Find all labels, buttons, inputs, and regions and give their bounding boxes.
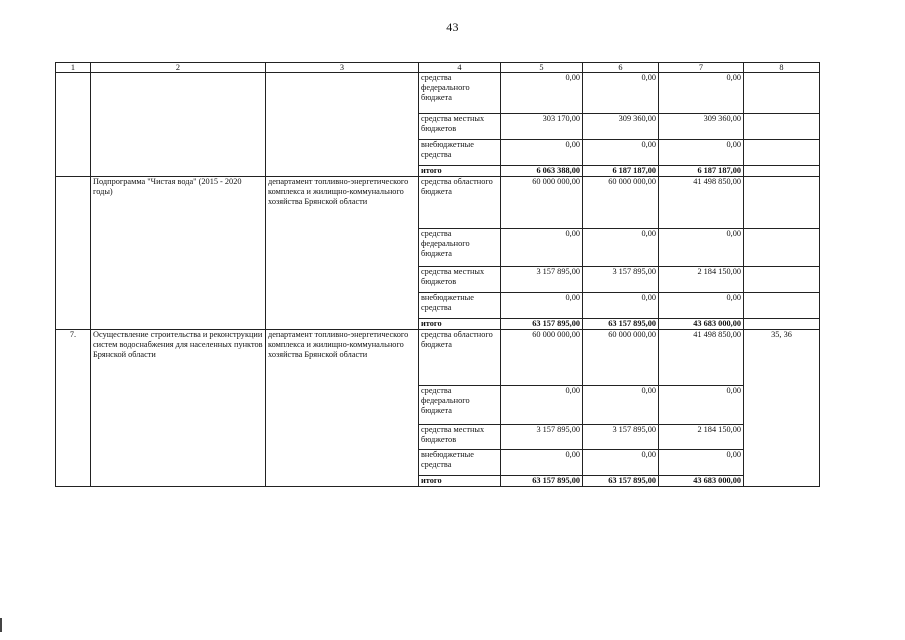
funding-source: средства местных бюджетов bbox=[419, 267, 501, 293]
total-col-5: 6 063 388,00 bbox=[501, 166, 583, 177]
value-col-7: 0,00 bbox=[659, 450, 744, 476]
header-col-5: 5 bbox=[501, 63, 583, 73]
cell-col-8 bbox=[744, 114, 820, 140]
funding-source: средства областного бюджета bbox=[419, 330, 501, 386]
cell-col-8 bbox=[744, 319, 820, 330]
header-col-1: 1 bbox=[56, 63, 91, 73]
value-col-7: 2 184 150,00 bbox=[659, 425, 744, 450]
cell-executor bbox=[266, 73, 419, 177]
total-col-5: 63 157 895,00 bbox=[501, 319, 583, 330]
table-row bbox=[56, 73, 820, 114]
total-col-7: 6 187 187,00 bbox=[659, 166, 744, 177]
value-col-7: 0,00 bbox=[659, 229, 744, 267]
cell-col-8 bbox=[744, 73, 820, 114]
value-col-7: 309 360,00 bbox=[659, 114, 744, 140]
funding-source: внебюджетные средства bbox=[419, 293, 501, 319]
value-col-6: 0,00 bbox=[583, 293, 659, 319]
total-label: итого bbox=[419, 166, 501, 177]
value-col-5: 0,00 bbox=[501, 73, 583, 114]
value-col-7: 41 498 850,00 bbox=[659, 177, 744, 229]
cell-col-8 bbox=[744, 166, 820, 177]
total-col-7: 43 683 000,00 bbox=[659, 319, 744, 330]
header-col-7: 7 bbox=[659, 63, 744, 73]
value-col-6: 0,00 bbox=[583, 140, 659, 166]
value-col-7: 2 184 150,00 bbox=[659, 267, 744, 293]
funding-source: средства местных бюджетов bbox=[419, 114, 501, 140]
cell-num bbox=[56, 73, 91, 177]
header-col-8: 8 bbox=[744, 63, 820, 73]
value-col-5: 60 000 000,00 bbox=[501, 330, 583, 386]
executor: департамент топливно-энергетического комплекса и жилищно-коммунального хозяйства Брянской области bbox=[266, 330, 419, 487]
value-col-7: 41 498 850,00 bbox=[659, 330, 744, 386]
header-col-2: 2 bbox=[91, 63, 266, 73]
value-col-7: 0,00 bbox=[659, 386, 744, 425]
table-row bbox=[56, 177, 820, 229]
value-col-7: 0,00 bbox=[659, 73, 744, 114]
total-col-7: 43 683 000,00 bbox=[659, 476, 744, 487]
cell-num bbox=[56, 177, 91, 330]
cell-col-8 bbox=[744, 140, 820, 166]
item-number: 7. bbox=[56, 330, 91, 487]
value-col-6: 309 360,00 bbox=[583, 114, 659, 140]
header-col-6: 6 bbox=[583, 63, 659, 73]
total-col-6: 63 157 895,00 bbox=[583, 319, 659, 330]
budget-table bbox=[55, 62, 820, 487]
funding-source: средства федерального бюджета bbox=[419, 229, 501, 267]
value-col-5: 303 170,00 bbox=[501, 114, 583, 140]
value-col-6: 0,00 bbox=[583, 73, 659, 114]
total-col-6: 63 157 895,00 bbox=[583, 476, 659, 487]
value-col-6: 60 000 000,00 bbox=[583, 330, 659, 386]
table-row bbox=[56, 330, 820, 386]
total-label: итого bbox=[419, 319, 501, 330]
value-col-6: 3 157 895,00 bbox=[583, 267, 659, 293]
total-label: итого bbox=[419, 476, 501, 487]
cell-col-8 bbox=[744, 293, 820, 319]
total-col-6: 6 187 187,00 bbox=[583, 166, 659, 177]
funding-source: внебюджетные средства bbox=[419, 450, 501, 476]
cell-col-8 bbox=[744, 229, 820, 267]
value-col-5: 3 157 895,00 bbox=[501, 267, 583, 293]
indicator-refs: 35, 36 bbox=[744, 330, 820, 487]
value-col-5: 0,00 bbox=[501, 450, 583, 476]
value-col-6: 60 000 000,00 bbox=[583, 177, 659, 229]
cell-name bbox=[91, 73, 266, 177]
subprogram-name: Подпрограмма "Чистая вода" (2015 - 2020 годы) bbox=[91, 177, 266, 330]
funding-source: средства местных бюджетов bbox=[419, 425, 501, 450]
value-col-5: 3 157 895,00 bbox=[501, 425, 583, 450]
header-col-4: 4 bbox=[419, 63, 501, 73]
scan-edge-mark bbox=[0, 618, 2, 632]
value-col-6: 0,00 bbox=[583, 450, 659, 476]
value-col-5: 0,00 bbox=[501, 293, 583, 319]
measure-name: Осуществление строительства и реконструкции систем водоснабжения для населенных пунктов Брянской области bbox=[91, 330, 266, 487]
value-col-7: 0,00 bbox=[659, 293, 744, 319]
total-col-5: 63 157 895,00 bbox=[501, 476, 583, 487]
value-col-7: 0,00 bbox=[659, 140, 744, 166]
header-row bbox=[56, 63, 820, 73]
funding-source: средства федерального бюджета bbox=[419, 386, 501, 425]
value-col-6: 3 157 895,00 bbox=[583, 425, 659, 450]
value-col-5: 60 000 000,00 bbox=[501, 177, 583, 229]
value-col-5: 0,00 bbox=[501, 229, 583, 267]
value-col-5: 0,00 bbox=[501, 386, 583, 425]
value-col-6: 0,00 bbox=[583, 386, 659, 425]
funding-source: средства областного бюджета bbox=[419, 177, 501, 229]
value-col-5: 0,00 bbox=[501, 140, 583, 166]
header-col-3: 3 bbox=[266, 63, 419, 73]
cell-col-8 bbox=[744, 267, 820, 293]
funding-source: внебюджетные средства bbox=[419, 140, 501, 166]
cell-col-8 bbox=[744, 177, 820, 229]
value-col-6: 0,00 bbox=[583, 229, 659, 267]
executor: департамент топливно-энергетического комплекса и жилищно-коммунального хозяйства Брянской области bbox=[266, 177, 419, 330]
funding-source: средства федерального бюджета bbox=[419, 73, 501, 114]
page-number: 43 bbox=[446, 20, 459, 34]
